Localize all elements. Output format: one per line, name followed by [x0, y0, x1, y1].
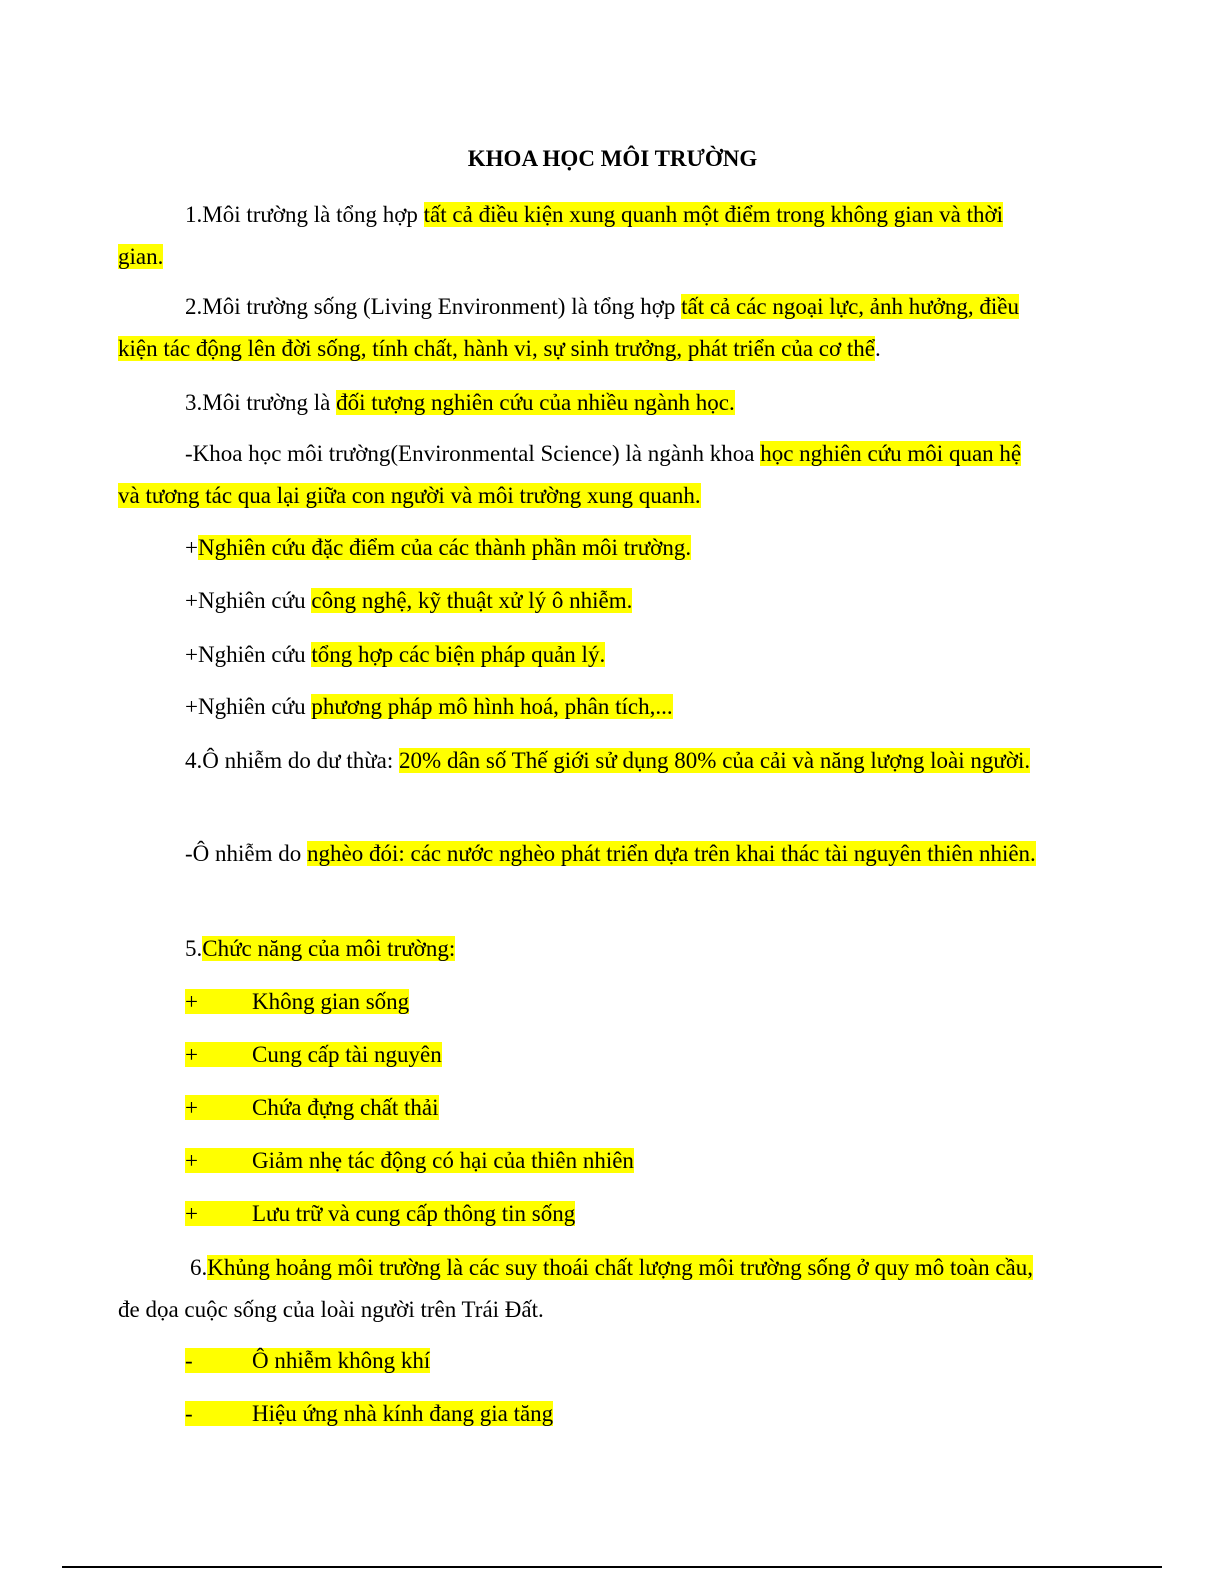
function-item — [185, 1093, 439, 1123]
research-item-4-highlight: phương pháp mô hình hoá, phân tích,... — [311, 694, 673, 719]
research-item-4 — [185, 692, 673, 722]
crisis-item — [185, 1346, 430, 1376]
paragraph-5-highlight: 20% dân số Thế giới sử dụng 80% của cải và năng lượng loài người. — [399, 748, 1031, 773]
paragraph-7-highlight: Khủng hoảng môi trường là các suy thoái chất lượng môi trường sống ở quy mô toàn cầu, — [207, 1255, 1033, 1280]
paragraph-2-end: . — [875, 336, 881, 361]
paragraph-4 — [118, 433, 1038, 517]
crisis-item-marker: - — [185, 1401, 193, 1426]
paragraph-3 — [185, 388, 735, 418]
crisis-item-text: Ô nhiễm không khí — [252, 1348, 431, 1373]
function-item-text: Giảm nhẹ tác động có hại của thiên nhiên — [252, 1148, 634, 1173]
paragraph-7 — [118, 1247, 1038, 1331]
paragraph-6-highlight: nghèo đói: các nước nghèo phát triển dựa trên khai thác tài nguyên thiên nhiên. — [307, 841, 1036, 866]
paragraph-5-text: 4.Ô nhiễm do dư thừa: — [185, 748, 400, 773]
paragraph-1-text: 1.Môi trường là tổng hợp — [185, 202, 424, 227]
function-item — [185, 1199, 575, 1229]
function-item-marker: + — [185, 1148, 198, 1173]
function-item-text: Lưu trữ và cung cấp thông tin sống — [252, 1201, 576, 1226]
research-item-3 — [185, 640, 605, 670]
paragraph-2-highlight: tất cả các ngoại lực, ảnh hưởng, điều kiện tác động lên đời sống, tính chất, hành vi, sự sinh trưởng, phát triển của cơ thể — [118, 294, 1019, 361]
section-5-highlight: Chức năng của môi trường: — [202, 936, 456, 961]
function-item-text: Không gian sống — [252, 989, 410, 1014]
paragraph-1-highlight: tất cả điều kiện xung quanh một điểm trong không gian và thời gian. — [118, 202, 1004, 269]
function-item-marker: + — [185, 989, 198, 1014]
crisis-item-text: Hiệu ứng nhà kính đang gia tăng — [252, 1401, 554, 1426]
research-item-1-highlight: Nghiên cứu đặc điểm của các thành phần môi trường. — [197, 535, 692, 560]
research-item-1 — [185, 533, 691, 563]
page-bottom-divider — [62, 1566, 1162, 1568]
paragraph-5 — [118, 740, 1038, 782]
function-item-text: Cung cấp tài nguyên — [252, 1042, 442, 1067]
paragraph-2 — [118, 286, 1038, 370]
section-5-number: 5. — [185, 936, 203, 961]
paragraph-7-text: đe dọa cuộc sống của loài người trên Trái Đất. — [118, 1297, 544, 1322]
crisis-item — [185, 1399, 553, 1429]
research-item-1-text: + — [185, 535, 198, 560]
crisis-item-marker: - — [185, 1348, 193, 1373]
page-title: KHOA HỌC MÔI TRƯỜNG — [467, 146, 758, 171]
research-item-4-text: +Nghiên cứu — [185, 694, 312, 719]
paragraph-3-highlight: đối tượng nghiên cứu của nhiều ngành học. — [336, 390, 735, 415]
function-item — [185, 1040, 442, 1070]
function-item-text: Chứa đựng chất thải — [252, 1095, 439, 1120]
function-item-marker: + — [185, 1095, 198, 1120]
function-item — [185, 1146, 634, 1176]
paragraph-6 — [118, 833, 1038, 875]
research-item-3-text: +Nghiên cứu — [185, 642, 312, 667]
paragraph-3-text: 3.Môi trường là — [185, 390, 337, 415]
paragraph-1 — [118, 194, 1038, 278]
paragraph-6-text: -Ô nhiễm do — [185, 841, 308, 866]
research-item-2-text: +Nghiên cứu — [185, 588, 312, 613]
section-5-heading — [185, 934, 455, 964]
function-item — [185, 987, 409, 1017]
paragraph-2-text: 2.Môi trường sống (Living Environment) là tổng hợp — [185, 294, 682, 319]
function-item-marker: + — [185, 1042, 198, 1067]
paragraph-4-text: -Khoa học môi trường(Environmental Science) là ngành khoa — [185, 441, 761, 466]
paragraph-7-number: 6. — [190, 1255, 208, 1280]
function-item-marker: + — [185, 1201, 198, 1226]
paragraph-4-highlight: học nghiên cứu môi quan hệ và tương tác qua lại giữa con người và môi trường xung quanh. — [118, 441, 1022, 508]
research-item-2 — [185, 586, 632, 616]
research-item-3-highlight: tổng hợp các biện pháp quản lý. — [311, 642, 606, 667]
research-item-2-highlight: công nghệ, kỹ thuật xử lý ô nhiễm. — [311, 588, 633, 613]
